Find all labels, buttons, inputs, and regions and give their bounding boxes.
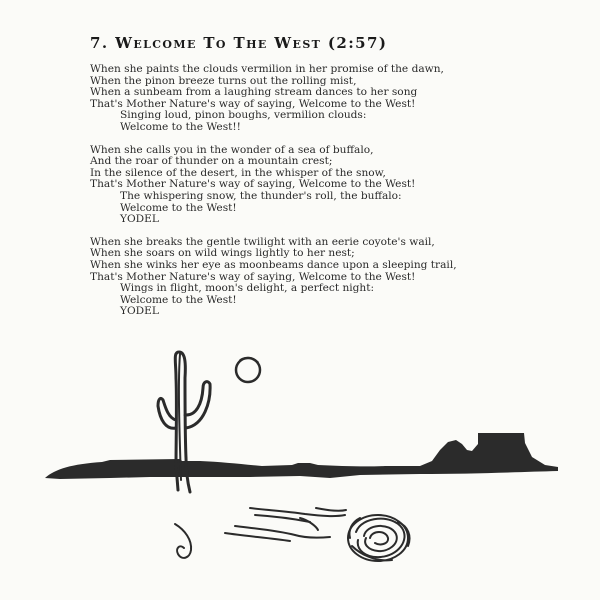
- lyric-line: And the roar of thunder on a mountain crest;: [90, 155, 333, 168]
- refrain-line: The whispering snow, the thunder's roll, the buffalo:: [120, 189, 402, 202]
- refrain-line: YODEL: [120, 305, 159, 318]
- refrain-line: Welcome to the West!!: [120, 120, 241, 133]
- tumbleweed-icon: [348, 515, 410, 561]
- lyric-line: When the pinon breeze turns out the rolling mist,: [90, 74, 357, 87]
- lyrics-body: [90, 64, 590, 329]
- lyric-line: When she winks her eye as moonbeams dance upon a sleeping trail,: [90, 258, 457, 271]
- lyric-line: When she breaks the gentle twilight with an eerie coyote's wail,: [90, 235, 435, 248]
- lyric-line: When she paints the clouds vermilion in her promise of the dawn,: [90, 63, 444, 75]
- stanza: [90, 64, 590, 134]
- lyric-line: That's Mother Nature's way of saying, Welcome to the West!: [90, 178, 416, 191]
- lyric-line: In the silence of the desert, in the whisper of the snow,: [90, 166, 386, 179]
- refrain-line: Wings in flight, moon's delight, a perfect night:: [120, 282, 375, 295]
- lyric-line: That's Mother Nature's way of saying, Welcome to the West!: [90, 97, 416, 110]
- wind-swirl-icon: [175, 508, 346, 558]
- refrain-line: Welcome to the West!: [120, 293, 237, 306]
- song-title: 7. Welcome To The West (2:57): [90, 34, 388, 52]
- refrain-line: YODEL: [120, 213, 159, 226]
- refrain-line: Singing loud, pinon boughs, vermilion clouds:: [120, 109, 367, 122]
- refrain-line: Welcome to the West!: [120, 201, 237, 214]
- lyric-line: When she soars on wild wings lightly to her nest;: [90, 247, 355, 260]
- lyric-line: When she calls you in the wonder of a sea of buffalo,: [90, 143, 374, 156]
- desert-illustration: [0, 340, 600, 600]
- lyric-line: That's Mother Nature's way of saying, Welcome to the West!: [90, 270, 416, 283]
- mesa-silhouette-icon: [45, 433, 558, 479]
- moon-icon: [236, 358, 260, 382]
- lyric-line: When a sunbeam from a laughing stream dances to her song: [90, 86, 418, 99]
- stanza: [90, 237, 590, 318]
- stanza: [90, 145, 590, 226]
